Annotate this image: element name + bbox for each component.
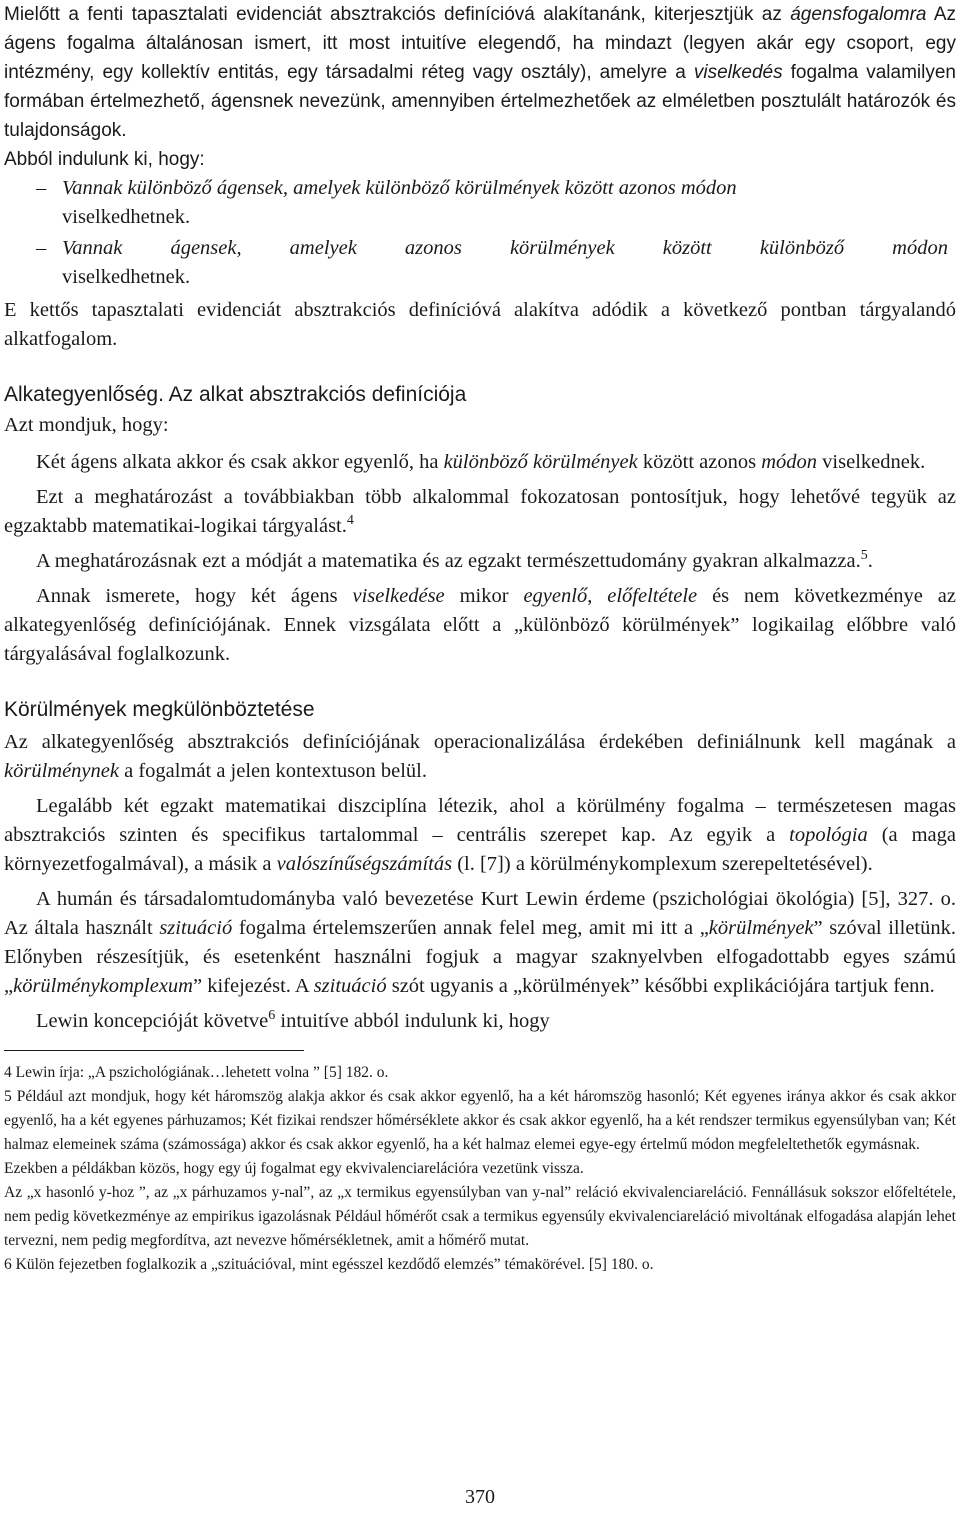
dash-bullet: – xyxy=(36,237,47,259)
section-heading-alkategyenloseg: Alkategyenlőség. Az alkat absztrakciós definíciója xyxy=(4,383,467,406)
page-number: 370 xyxy=(465,1486,495,1508)
paragraph-assumption: Abból indulunk ki, hogy: xyxy=(4,149,205,170)
dash-bullet: – xyxy=(36,177,47,199)
paragraph-alkat-intro: E kettős tapasztalati evidenciát absztrakciós definícióvá alakítva adódik a következő pontban tárgyalandó alkatfogalom. xyxy=(4,299,956,350)
paragraph-koncepcio: Lewin koncepcióját követve$^6$ intuitíve abból indulunk ki, hogy xyxy=(36,1008,550,1032)
paragraph-intro: Mielőtt a fenti tapasztalati evidenciát absztrakciós definícióvá alakítanánk, kiterjesztjük az ágensfogalomra Az ágens fogalma általánosan ismert, itt most intuitíve elegendő, ha mindazt (legyen akár egy csoport, egy intézmény, egy kollektív entitás, egy társadalmi réteg vagy osztály), amelyre a viselkedés fogalma valamilyen formában értelmezhető, ágensnek nevezünk, amennyiben értelmezhetőek az elméletben posztulált határozók és tulajdonságok. xyxy=(4,4,956,141)
footnote-ref-6[interactable]: 6 xyxy=(268,1008,276,1024)
footnote-4: 4 Lewin írja: „A pszichológiának…lehetett volna ” [5] 182. o. xyxy=(4,1064,389,1081)
footnote-5-continued: Ezekben a példákban közös, hogy egy új fogalmat egy ekvivalenciarelációra vezetünk vissza. xyxy=(4,1160,584,1177)
paragraph-diszciplina: Legalább két egzakt matematikai diszciplína létezik, ahol a körülmény fogalma – természetesen magas absztrakciós szinten és specifikus tartalommal – centrális szerepet kap. Az egyik a topológia (a maga környezetfogalmával), a másik a valószínűségszámítás (l. [7]) a körülménykomplexum szerepeltetésével). xyxy=(4,795,956,875)
paragraph-definition: Két ágens alkata akkor és csak akkor egyenlő, ha különböző körülmények között azonos módon viselkednek. xyxy=(36,451,926,473)
list-item: – Vannak ágensek, amelyek azonos körülmények között különböző módon viselkedhetnek. xyxy=(4,234,956,292)
section-heading-korulmenyek: Körülmények megkülönböztetése xyxy=(4,698,315,721)
paragraph-viselkedes: Annak ismerete, hogy két ágens viselkedése mikor egyenlő, előfeltétele és nem következménye az alkategyenlőség definíciójának. Ennek vizsgálata előtt a „különböző körülmények” logikailag előbbre való tárgyalásával foglalkozunk. xyxy=(4,585,956,665)
footnote-5: 5 Például azt mondjuk, hogy két háromszög alakja akkor és csak akkor egyenlő, ha a két háromszög hasonló; Két egyenes iránya akkor és csak akkor egyenlő, ha a két egyenes párhuzamos; Két fizikai rendszer hőmérséklete akkor és csak akkor egyenlő, ha a két rendszer termikus egyensúlyban van; Két halmaz elemeinek száma (számossága) akkor és csak akkor egyenlő, ha a két halmaz elemei egye-egy értelmű módon megfeleltethetők egymásnak. xyxy=(4,1088,956,1153)
footnote-ref-5[interactable]: 5 xyxy=(860,548,868,564)
paragraph-matematika: A meghatározásnak ezt a módját a matematika és az egzakt természettudomány gyakran alkalmazza.$^5$. xyxy=(36,548,873,572)
footnote-5-relations: Az „x hasonló y-hoz ”, az „x párhuzamos y-nal”, az „x termikus egyensúlyban van y-nal” reláció ekvivalenciareláció. Fennállásuk sokszor előfeltétele, nem pedig következménye az empirikus igazolásnak Például hőmérőt csak a termikus egyensúly ekvivalenciareláció mivoltának elfogadása alapján lehet tervezni, nem pedig megfordítva, azt nevezve hőmérsékletnek, amit a hőmérő mutat. xyxy=(4,1184,956,1249)
list-item: – Vannak különböző ágensek, amelyek különböző körülmények között azonos módon viselkedhetnek. xyxy=(4,174,956,232)
paragraph-operacionalizalas: Az alkategyenlőség absztrakciós definíciójának operacionalizálása érdekében definiálnunk kell magának a körülménynek a fogalmát a jelen kontextuson belül. xyxy=(4,731,956,782)
paragraph-azt-mondjuk: Azt mondjuk, hogy: xyxy=(4,414,169,436)
footnote-6: 6 Külön fejezetben foglalkozik a „szituációval, mint egésszel kezdődő elemzés” témakörével. [5] 180. o. xyxy=(4,1256,654,1273)
footnote-ref-4[interactable]: 4 xyxy=(346,513,354,529)
paragraph-pontositjuk: Ezt a meghatározást a továbbiakban több alkalommal fokozatosan pontosítjuk, hogy lehetővé tegyük az egzaktabb matematikai-logikai tárgyalást.$^4$ xyxy=(4,486,956,537)
footnote-separator xyxy=(4,1050,304,1051)
paragraph-lewin: A humán és társadalomtudományba való bevezetése Kurt Lewin érdeme (pszichológiai ökológia) [5], 327. o. Az általa használt szituáció fogalma értelemszerűen annak felel meg, amit mi itt a „körülmények” szóval illetünk. Előnyben részesítjük, és esetenként használni fogjuk a magyar szaknyelvben elfogadottabb egyes számú „körülménykomplexum” kifejezést. A szituáció szót ugyanis a „körülmények” későbbi explikációjára tartjuk fenn. xyxy=(4,888,956,997)
page-content xyxy=(4,0,956,1277)
